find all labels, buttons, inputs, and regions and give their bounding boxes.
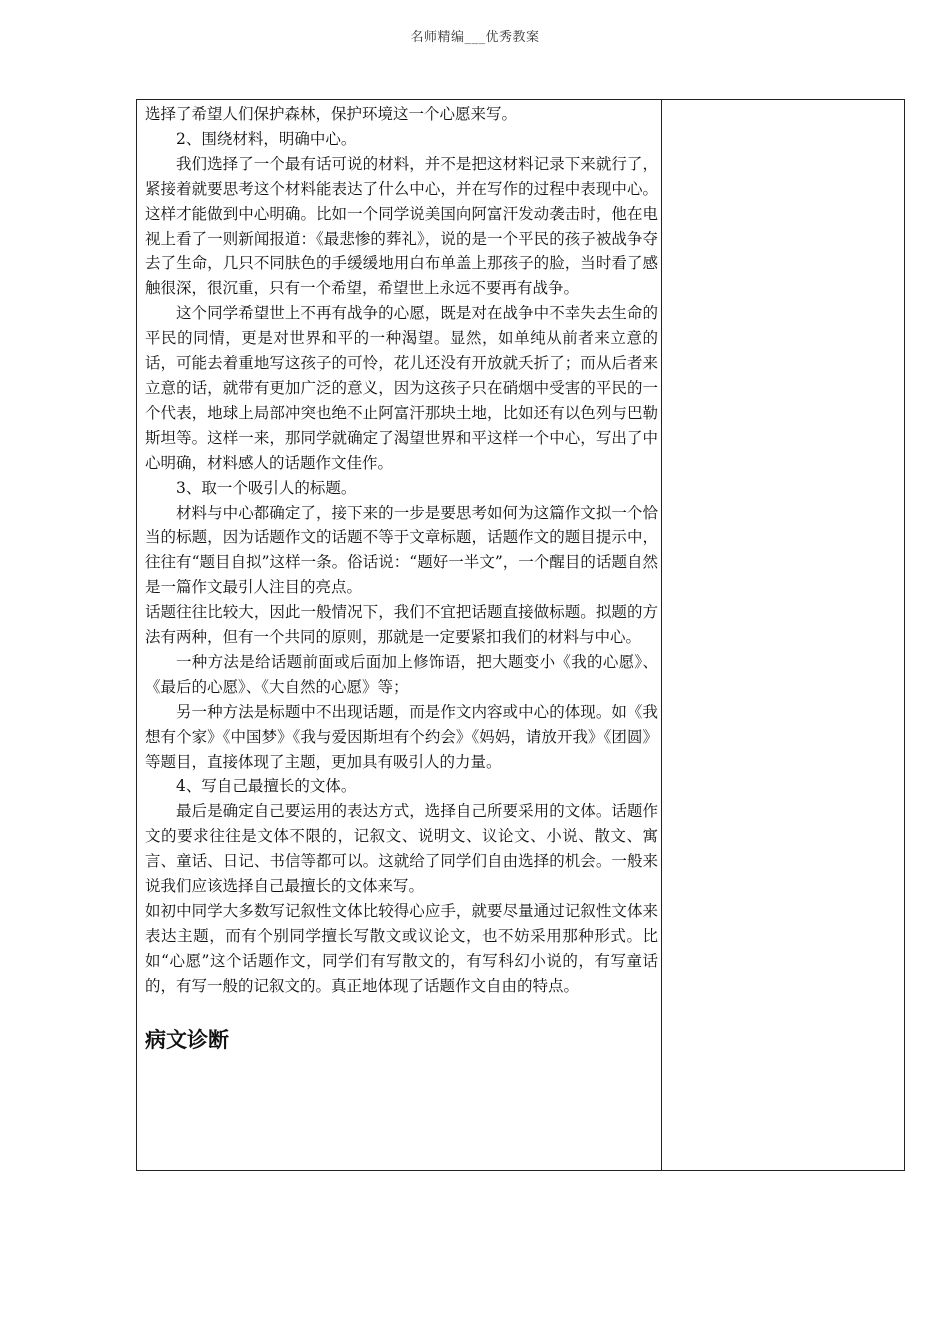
- lesson-table: [136, 99, 905, 1171]
- content-cell: [137, 100, 661, 1170]
- paragraph: 话题往往比较大，因此一般情况下，我们不宜把话题直接做标题。拟题的方法有两种，但有一个共同的原则，那就是一定要紧扣我们的材料与中心。: [145, 603, 658, 647]
- paragraph-list: [145, 102, 658, 999]
- paragraph: 3、取一个吸引人的标题。: [176, 478, 357, 497]
- page-header: 名师精编___优秀教案: [410, 30, 540, 45]
- paragraph: 另一种方法是标题中不出现话题，而是作文内容或中心的体现。如《我想有个家》《中国梦》《我与爱因斯坦有个约会》《妈妈，请放开我》《团圆》等题目，直接体现了主题，更加具有吸引人的力量。: [145, 702, 658, 771]
- paragraph: 材料与中心都确定了，接下来的一步是要思考如何为这篇作文拟一个恰当的标题，因为话题作文的话题不等于文章标题，话题作文的题目提示中，往往有“题目自拟”这样一条。俗话说：“题好一半文”，一个醒目的话题自然是一篇作文最引人注目的亮点。: [145, 503, 658, 597]
- paragraph: 如初中同学大多数写记叙性文体比较得心应手，就要尽量通过记叙性文体来表达主题，而有个别同学擅长写散文或议论文，也不妨采用那种形式。比如“心愿”这个话题作文，同学们有写散文的，有写科幻小说的，有写童话的，有写一般的记叙文的。真正地体现了话题作文自由的特点。: [145, 902, 658, 995]
- notes-cell: [662, 100, 904, 1170]
- section-heading: 病文诊断: [145, 1027, 229, 1052]
- paragraph: 最后是确定自己要运用的表达方式，选择自己所要采用的文体。话题作文的要求往往是文体不限的，记叙文、说明文、议论文、小说、散文、寓言、童话、日记、书信等都可以。这就给了同学们自由选择的机会。一般来说我们应该选择自己最擅长的文体来写。: [145, 802, 658, 896]
- paragraph: 4、写自己最擅长的文体。: [176, 777, 357, 796]
- paragraph: 一种方法是给话题前面或后面加上修饰语，把大题变小《我的心愿》、《最后的心愿》、《大自然的心愿》等；: [145, 652, 658, 696]
- paragraph: 选择了希望人们保护森林，保护环境这一个心愿来写。: [145, 105, 518, 123]
- paragraph: 2、围绕材料，明确中心。: [176, 129, 357, 148]
- paragraph: 这个同学希望世上不再有战争的心愿，既是对在战争中不幸失去生命的平民的同情，更是对世界和平的一种渴望。显然，如单纯从前者来立意的话，可能去着重地写这孩子的可怜，花儿还没有开放就夭折了；而从后者来立意的话，就带有更加广泛的意义，因为这孩子只在硝烟中受害的平民的一个代表，地球上局部冲突也绝不止阿富汗那块土地，比如还有以色列与巴勒斯坦等。这样一来，那同学就确定了渴望世界和平这样一个中心，写出了中心明确，材料感人的话题作文佳作。: [145, 304, 658, 472]
- paragraph: 我们选择了一个最有话可说的材料，并不是把这材料记录下来就行了，紧接着就要思考这个材料能表达了什么中心，并在写作的过程中表现中心。这样才能做到中心明确。比如一个同学说美国向阿富汗发动袭击时，他在电视上看了一则新闻报道：《最悲惨的葬礼》，说的是一个平民的孩子被战争夺去了生命，几只不同肤色的手缓缓地用白布单盖上那孩子的脸，当时看了感触很深，很沉重，只有一个希望，希望世上永远不要再有战争。: [145, 154, 658, 298]
